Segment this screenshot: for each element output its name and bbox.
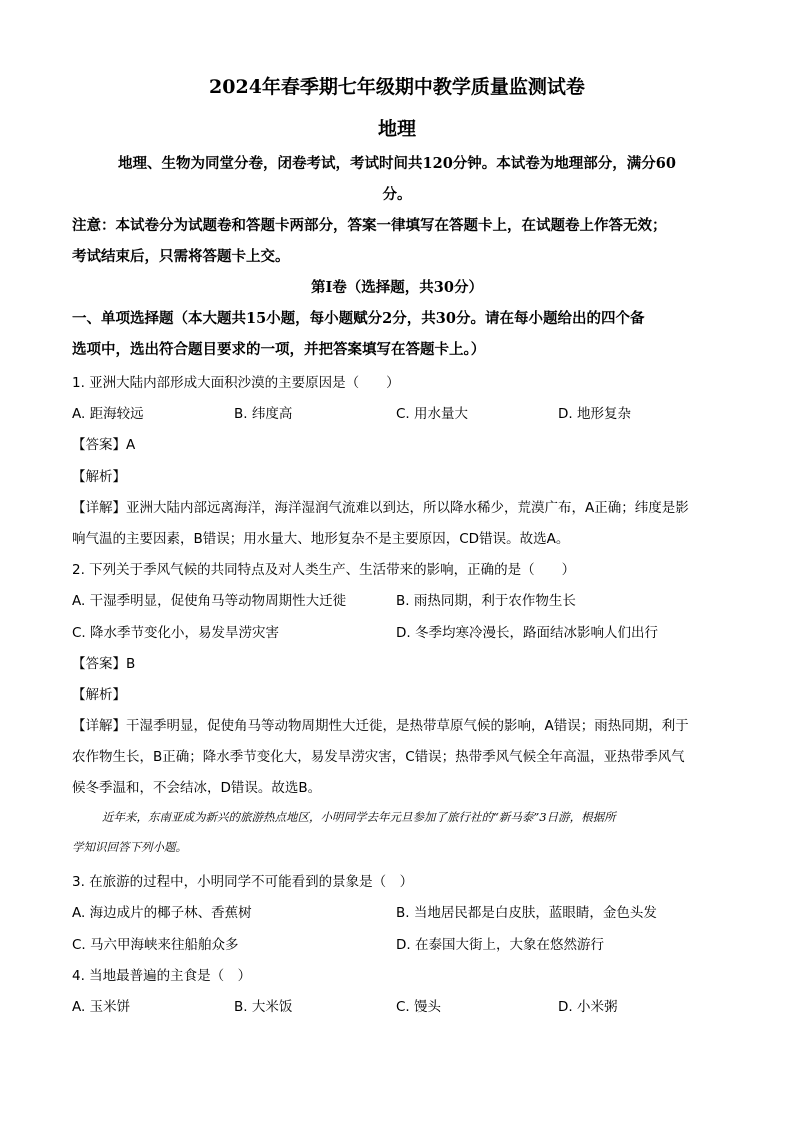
question-2-option-a: A. 干湿季明显，促使角马等动物周期性大迁徙 [72,593,347,609]
question-3-option-b: B. 当地居民都是白皮肤，蓝眼睛，金色头发 [396,905,657,921]
passage-line-1: 近年来，东南亚成为新兴的旅游热点地区，小明同学去年元旦参加了旅行社的“新马泰”3日游，根据所 [102,810,616,824]
question-1-analysis-label: 【解析】 [72,469,126,485]
question-4-option-d: D. 小米粥 [558,999,618,1015]
question-4-option-b: B. 大米饭 [234,999,293,1015]
question-2-option-d: D. 冬季均寒冷漫长，路面结冰影响人们出行 [396,625,658,641]
notice-line-1: 注意：本试卷分为试题卷和答题卡两部分，答案一律填写在答题卡上，在试题卷上作答无效； [72,217,667,234]
question-1-stem: 1. 亚洲大陆内部形成大面积沙漠的主要原因是（ ） [72,375,400,391]
section-heading: 第Ⅰ卷（选择题，共30分） [311,279,483,296]
question-2-detail-3: 候冬季温和，不会结冰，D错误。故选B。 [72,780,322,796]
intro-line-2: 分。 [382,186,412,203]
question-3-option-d: D. 在泰国大街上，大象在悠然游行 [396,937,604,953]
question-2-stem: 2. 下列关于季风气候的共同特点及对人类生产、生活带来的影响，正确的是（ ） [72,562,576,578]
question-1-option-a: A. 距海较远 [72,406,144,422]
question-1-detail-1: 【详解】亚洲大陆内部远离海洋，海洋湿润气流难以到达，所以降水稀少，荒漠广布，A正确；纬度是影 [72,500,689,516]
question-4-stem: 4. 当地最普遍的主食是（ ） [72,968,252,984]
question-2-answer: 【答案】B [72,656,136,672]
question-4-option-c: C. 馒头 [396,999,442,1015]
question-2-detail-1: 【详解】干湿季明显，促使角马等动物周期性大迁徙，是热带草原气候的影响，A错误；雨热同期，利于 [72,718,689,734]
question-2-analysis-label: 【解析】 [72,687,126,703]
question-1-option-d: D. 地形复杂 [558,406,631,422]
question-1-option-b: B. 纬度高 [234,406,293,422]
question-2-option-b: B. 雨热同期，利于农作物生长 [396,593,576,609]
question-4-option-a: A. 玉米饼 [72,999,131,1015]
question-1-answer: 【答案】A [72,437,136,453]
subject-title: 地理 [377,118,416,140]
question-3-option-a: A. 海边成片的椰子林、香蕉树 [72,905,252,921]
question-1-option-c: C. 用水量大 [396,406,469,422]
question-2-detail-2: 农作物生长，B正确；降水季节变化大，易发旱涝灾害，C错误；热带季风气候全年高温，亚热带季风气 [72,749,685,765]
question-2-option-c: C. 降水季节变化小，易发旱涝灾害 [72,625,280,641]
question-1-detail-2: 响气温的主要因素，B错误；用水量大、地形复杂不是主要原因，CD错误。故选A。 [72,531,570,547]
question-3-stem: 3. 在旅游的过程中，小明同学不可能看到的景象是（ ） [72,874,414,890]
question-3-option-c: C. 马六甲海峡来往船舶众多 [72,937,239,953]
notice-line-2: 考试结束后，只需将答题卡上交。 [72,248,290,265]
section-instruction-1: 一、单项选择题（本大题共15小题，每小题赋分2分，共30分。请在每小题给出的四个备 [72,310,645,327]
passage-line-2: 学知识回答下列小题。 [72,840,187,854]
intro-line-1: 地理、生物为同堂分卷，闭卷考试，考试时间共120分钟。本试卷为地理部分，满分60 [118,155,676,172]
section-instruction-2: 选项中，选出符合题目要求的一项，并把答案填写在答题卡上。） [72,341,486,358]
exam-title: 2024年春季期七年级期中教学质量监测试卷 [209,76,585,98]
